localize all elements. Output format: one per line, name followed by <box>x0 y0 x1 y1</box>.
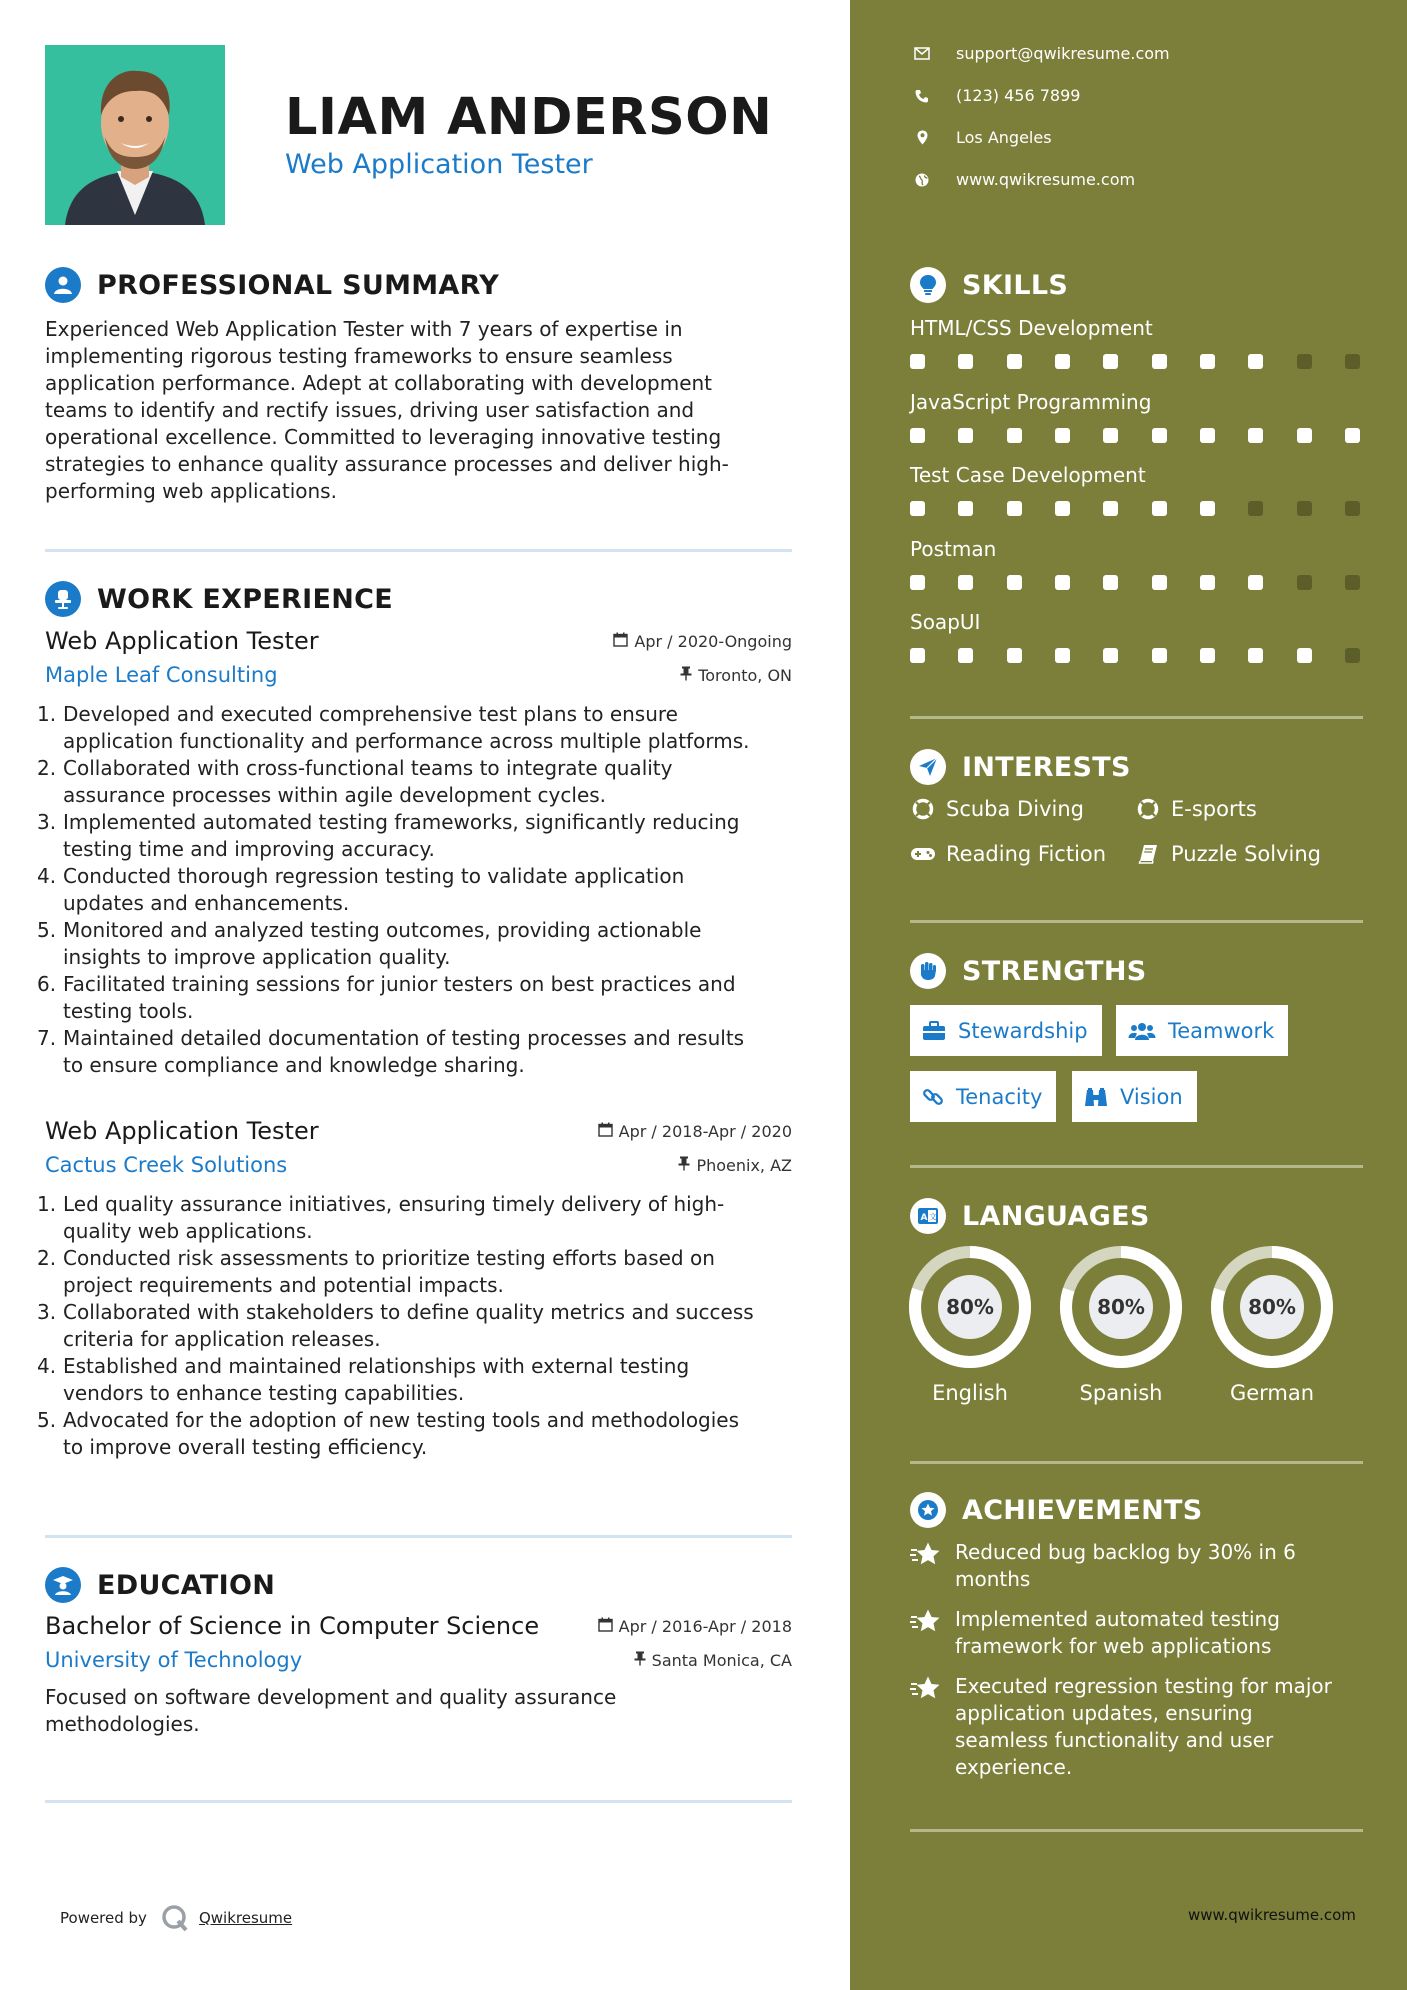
company-name: Maple Leaf Consulting <box>45 663 278 687</box>
rating-dot <box>1007 501 1022 516</box>
section-divider <box>910 1165 1363 1168</box>
contact-location: Los Angeles <box>910 128 1052 147</box>
company-name: Cactus Creek Solutions <box>45 1153 288 1177</box>
gamepad-icon <box>910 846 936 862</box>
rating-dot <box>910 354 925 369</box>
list-item: 4. Established and maintained relationships with external testing vendors to enhance testing capabilities. <box>37 1354 690 1405</box>
section-divider <box>910 1461 1363 1464</box>
rating-dot <box>1297 354 1312 369</box>
rating-dot <box>1345 648 1360 663</box>
star-icon <box>910 1606 944 1660</box>
language-name: English <box>932 1381 1008 1405</box>
language-percent: 80% <box>946 1295 994 1319</box>
paper-plane-icon <box>910 749 946 785</box>
rating-dot <box>1248 648 1263 663</box>
job-bullets <box>37 1191 792 1461</box>
translate-icon <box>910 1198 946 1234</box>
rating-dot <box>1297 428 1312 443</box>
pin-icon <box>678 1156 690 1175</box>
experience-section-header <box>45 581 393 617</box>
calendar-icon <box>598 1122 613 1141</box>
skill-item <box>910 390 1370 443</box>
achievement-item: Implemented automated testing framework for web applications <box>910 1606 1370 1660</box>
list-item: 6. Facilitated training sessions for junior testers on best practices and testing tools. <box>37 972 736 1023</box>
life-ring-icon <box>910 798 936 820</box>
job-dates: Apr / 2020-Ongoing <box>613 632 792 651</box>
list-item: 7. Maintained detailed documentation of testing processes and results to ensure compliance and knowledge sharing. <box>37 1026 745 1077</box>
skill-name: Postman <box>910 537 997 561</box>
rating-dot <box>1200 575 1215 590</box>
section-divider <box>910 1829 1363 1832</box>
rating-dot <box>1055 501 1070 516</box>
star-badge-icon <box>910 1492 946 1528</box>
rating-dot <box>910 575 925 590</box>
calendar-icon <box>598 1617 613 1636</box>
user-icon <box>45 267 81 303</box>
education-entry <box>45 1612 792 1738</box>
link-icon <box>922 1086 944 1108</box>
sidebar <box>850 0 1407 1990</box>
rating-dot <box>1152 648 1167 663</box>
skill-item <box>910 316 1370 369</box>
qwikresume-logo-icon <box>161 1904 189 1932</box>
skill-item <box>910 463 1370 516</box>
skill-item <box>910 537 1370 590</box>
rating-dot <box>1248 354 1263 369</box>
job-title: Web Application Tester <box>45 627 319 655</box>
rating-dot <box>1055 575 1070 590</box>
section-divider <box>45 1800 792 1803</box>
rating-dot <box>1103 501 1118 516</box>
rating-dot <box>910 428 925 443</box>
list-item: 3. Collaborated with stakeholders to define quality metrics and success criteria for application releases. <box>37 1300 754 1351</box>
achievement-item: Reduced bug backlog by 30% in 6 months <box>910 1539 1370 1593</box>
language-percent: 80% <box>1248 1295 1296 1319</box>
language-name: German <box>1229 1381 1315 1405</box>
rating-dot <box>1055 648 1070 663</box>
rating-dot <box>958 648 973 663</box>
interest-item: Scuba Diving <box>910 797 1084 821</box>
job-location: Phoenix, AZ <box>678 1156 792 1175</box>
list-item: 5. Monitored and analyzed testing outcomes, providing actionable insights to improve application quality. <box>37 918 702 969</box>
pin-icon <box>680 666 692 685</box>
contact-website[interactable]: www.qwikresume.com <box>910 170 1135 189</box>
rating-dot <box>1103 428 1118 443</box>
candidate-name: LIAM ANDERSON <box>285 88 773 147</box>
skill-name: HTML/CSS Development <box>910 316 1153 340</box>
interest-item: E-sports <box>1135 797 1257 821</box>
powered-by: Powered by Qwikresume <box>60 1904 292 1932</box>
rating-dot <box>1007 354 1022 369</box>
list-item: 1. Developed and executed comprehensive test plans to ensure application functionality and performance across multiple platforms. <box>37 702 750 753</box>
section-divider <box>45 549 792 552</box>
graduate-icon <box>45 1567 81 1603</box>
life-ring-icon <box>1135 798 1161 820</box>
rating-dot <box>1200 354 1215 369</box>
rating-dot <box>1152 428 1167 443</box>
rating-dot <box>1297 575 1312 590</box>
job-location: Toronto, ON <box>680 666 792 685</box>
rating-dot <box>958 354 973 369</box>
envelope-icon <box>910 47 934 60</box>
interest-item: Puzzle Solving <box>1135 842 1321 866</box>
education-description: Focused on software development and quality assurance methodologies. <box>45 1685 617 1736</box>
education-section-header <box>45 1567 275 1603</box>
job-dates: Apr / 2018-Apr / 2020 <box>598 1122 792 1141</box>
education-heading: EDUCATION <box>97 1569 276 1601</box>
skill-name: Test Case Development <box>910 463 1146 487</box>
qwikresume-link[interactable]: Qwikresume <box>198 1909 293 1927</box>
experience-heading: WORK EXPERIENCE <box>97 583 393 615</box>
interests-heading: INTERESTS <box>962 751 1131 783</box>
summary-text: Experienced Web Application Tester with 7 years of expertise in implementing rigorous testing frameworks to ensure seamless application performance. Adept at collaborating with development teams to identify and rectify issues, driving user satisfaction and operational excellence. Committed to leveraging innovative testing strategies to enhance quality assurance processes and deliver high- performing web applications. <box>45 317 729 503</box>
education-location: Santa Monica, CA <box>634 1651 792 1670</box>
rating-dot <box>1007 428 1022 443</box>
rating-dot <box>1152 575 1167 590</box>
language-name: Spanish <box>1079 1381 1163 1405</box>
strength-tag: Teamwork <box>1116 1005 1288 1056</box>
language-item <box>908 1245 1032 1405</box>
rating-dot <box>1200 501 1215 516</box>
rating-dot <box>1103 648 1118 663</box>
rating-dot <box>1103 354 1118 369</box>
svg-text:文: 文 <box>929 1212 937 1222</box>
achievements-heading: ACHIEVEMENTS <box>962 1494 1203 1526</box>
strengths-section-header <box>910 953 1147 989</box>
rating-dot <box>1345 501 1360 516</box>
footer-website[interactable]: www.qwikresume.com <box>1188 1906 1356 1924</box>
skills-heading: SKILLS <box>962 269 1069 301</box>
education-dates: Apr / 2016-Apr / 2018 <box>598 1617 792 1636</box>
contact-email[interactable]: support@qwikresume.com <box>910 44 1170 63</box>
languages-heading: LANGUAGES <box>962 1200 1150 1232</box>
school-name: University of Technology <box>45 1648 303 1672</box>
summary-heading: PROFESSIONAL SUMMARY <box>97 269 500 301</box>
job-entry <box>37 627 792 1079</box>
briefcase-chair-icon <box>45 581 81 617</box>
rating-dot <box>1007 648 1022 663</box>
rating-dot <box>1297 501 1312 516</box>
skill-rating <box>910 354 1360 369</box>
calendar-icon <box>613 632 628 651</box>
rating-dot <box>910 648 925 663</box>
contact-phone[interactable]: (123) 456 7899 <box>910 86 1080 105</box>
rating-dot <box>1007 575 1022 590</box>
section-divider <box>45 1535 792 1538</box>
section-divider <box>910 716 1363 719</box>
rating-dot <box>958 501 973 516</box>
star-icon <box>910 1539 944 1593</box>
skill-rating <box>910 648 1360 663</box>
skill-rating <box>910 501 1360 516</box>
svg-text:A: A <box>920 1213 928 1223</box>
rating-dot <box>958 428 973 443</box>
section-divider <box>910 920 1363 923</box>
job-entry <box>37 1117 792 1461</box>
map-marker-icon <box>910 130 934 145</box>
strength-tag: Vision <box>1072 1071 1197 1122</box>
list-item: 5. Advocated for the adoption of new testing tools and methodologies to improve overall testing efficiency. <box>37 1408 740 1459</box>
skill-name: JavaScript Programming <box>910 390 1152 414</box>
profile-photo <box>45 45 225 225</box>
star-icon <box>910 1673 944 1781</box>
language-progress-ring <box>1059 1245 1183 1369</box>
list-item: 3. Implemented automated testing frameworks, significantly reducing testing time and improving accuracy. <box>37 810 740 861</box>
summary-section-header <box>45 267 499 303</box>
globe-icon <box>910 173 934 187</box>
skill-name: SoapUI <box>910 610 981 634</box>
degree-title: Bachelor of Science in Computer Science <box>45 1612 540 1640</box>
list-item: 4. Conducted thorough regression testing to validate application updates and enhancements. <box>37 864 685 915</box>
rating-dot <box>1345 575 1360 590</box>
skill-rating <box>910 575 1360 590</box>
language-progress-ring <box>908 1245 1032 1369</box>
rating-dot <box>1055 428 1070 443</box>
rating-dot <box>1297 648 1312 663</box>
users-icon <box>1128 1021 1156 1041</box>
strengths-heading: STRENGTHS <box>962 955 1147 987</box>
rating-dot <box>1345 428 1360 443</box>
rating-dot <box>1248 428 1263 443</box>
language-percent: 80% <box>1097 1295 1145 1319</box>
job-title: Web Application Tester <box>45 1117 319 1145</box>
job-bullets <box>37 701 792 1079</box>
rating-dot <box>1200 648 1215 663</box>
rating-dot <box>1055 354 1070 369</box>
skill-rating <box>910 428 1360 443</box>
language-item <box>1059 1245 1183 1405</box>
language-progress-ring <box>1210 1245 1334 1369</box>
briefcase-icon <box>922 1021 946 1041</box>
rating-dot <box>910 501 925 516</box>
list-item: 2. Collaborated with cross-functional teams to integrate quality assurance processes within agile development cycles. <box>37 756 673 807</box>
rating-dot <box>958 575 973 590</box>
achievement-item: Executed regression testing for major application updates, ensuring seamless functionality and user experience. <box>910 1673 1370 1781</box>
language-item <box>1210 1245 1334 1405</box>
interests-section-header <box>910 749 1131 785</box>
rating-dot <box>1345 354 1360 369</box>
pin-icon <box>634 1651 646 1670</box>
strength-tag: Stewardship <box>910 1005 1102 1056</box>
rating-dot <box>1152 501 1167 516</box>
candidate-title: Web Application Tester <box>285 149 593 180</box>
interest-item: Reading Fiction <box>910 842 1106 866</box>
binoculars-icon <box>1084 1087 1108 1107</box>
fist-icon <box>910 953 946 989</box>
rating-dot <box>1248 501 1263 516</box>
achievements-section-header <box>910 1492 1203 1528</box>
skill-item <box>910 610 1370 663</box>
strength-tag: Tenacity <box>910 1071 1056 1122</box>
rating-dot <box>1200 428 1215 443</box>
lightbulb-icon <box>910 267 946 303</box>
list-item: 1. Led quality assurance initiatives, ensuring timely delivery of high- quality web applications. <box>37 1192 725 1243</box>
rating-dot <box>1152 354 1167 369</box>
languages-section-header <box>910 1198 1150 1234</box>
skills-section-header <box>910 267 1068 303</box>
phone-icon <box>910 89 934 103</box>
rating-dot <box>1248 575 1263 590</box>
rating-dot <box>1103 575 1118 590</box>
list-item: 2. Conducted risk assessments to prioritize testing efforts based on project requirements and potential impacts. <box>37 1246 715 1297</box>
book-icon <box>1135 844 1161 864</box>
